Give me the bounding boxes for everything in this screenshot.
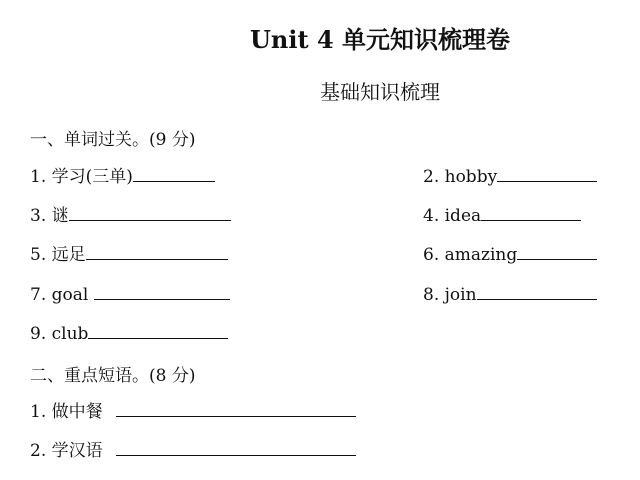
item-number: 2. [30, 441, 52, 461]
item-number: 1. [30, 402, 52, 422]
item-prompt: join [444, 285, 477, 305]
word-item-4 [423, 204, 581, 226]
word-item-2 [423, 165, 597, 187]
answer-blank[interactable] [69, 204, 231, 221]
answer-blank[interactable] [481, 204, 581, 221]
item-number: 1. [30, 167, 52, 187]
answer-blank[interactable] [88, 322, 228, 339]
word-item-5 [30, 243, 228, 265]
item-number: 2. [423, 167, 445, 187]
word-item-9 [30, 322, 228, 344]
item-number: 9. [30, 324, 52, 344]
item-prompt: 谜 [51, 206, 69, 226]
item-number: 8. [423, 285, 445, 305]
answer-blank[interactable] [477, 283, 597, 300]
item-prompt: 学汉语 [51, 441, 109, 461]
item-number: 3. [30, 206, 52, 226]
item-prompt: 远足 [51, 245, 86, 265]
phrase-item-2 [30, 439, 356, 461]
item-prompt: club [51, 324, 89, 344]
answer-blank[interactable] [116, 400, 356, 417]
word-item-7 [30, 283, 230, 305]
item-prompt: amazing [444, 245, 518, 265]
item-number: 6. [423, 245, 445, 265]
answer-blank[interactable] [116, 439, 356, 456]
page-title: Unit 4 单元知识梳理卷 [250, 25, 510, 54]
phrase-item-1 [30, 400, 356, 422]
answer-blank[interactable] [133, 165, 215, 182]
section-heading-words: 一、单词过关。(9 分) [30, 130, 196, 150]
item-prompt: hobby [444, 167, 498, 187]
word-item-6 [423, 243, 597, 265]
word-item-1 [30, 165, 215, 187]
answer-blank[interactable] [497, 165, 597, 182]
answer-blank[interactable] [94, 283, 230, 300]
item-number: 4. [423, 206, 445, 226]
answer-blank[interactable] [517, 243, 597, 260]
item-prompt: goal [51, 285, 94, 305]
item-prompt: 做中餐 [51, 402, 109, 422]
item-number: 5. [30, 245, 52, 265]
section-heading-phrases: 二、重点短语。(8 分) [30, 366, 196, 386]
item-prompt: 学习(三单) [51, 167, 133, 187]
answer-blank[interactable] [86, 243, 228, 260]
word-item-3 [30, 204, 231, 226]
item-prompt: idea [444, 206, 482, 226]
item-number: 7. [30, 285, 52, 305]
page-subtitle: 基础知识梳理 [320, 80, 440, 104]
word-item-8 [423, 283, 597, 305]
